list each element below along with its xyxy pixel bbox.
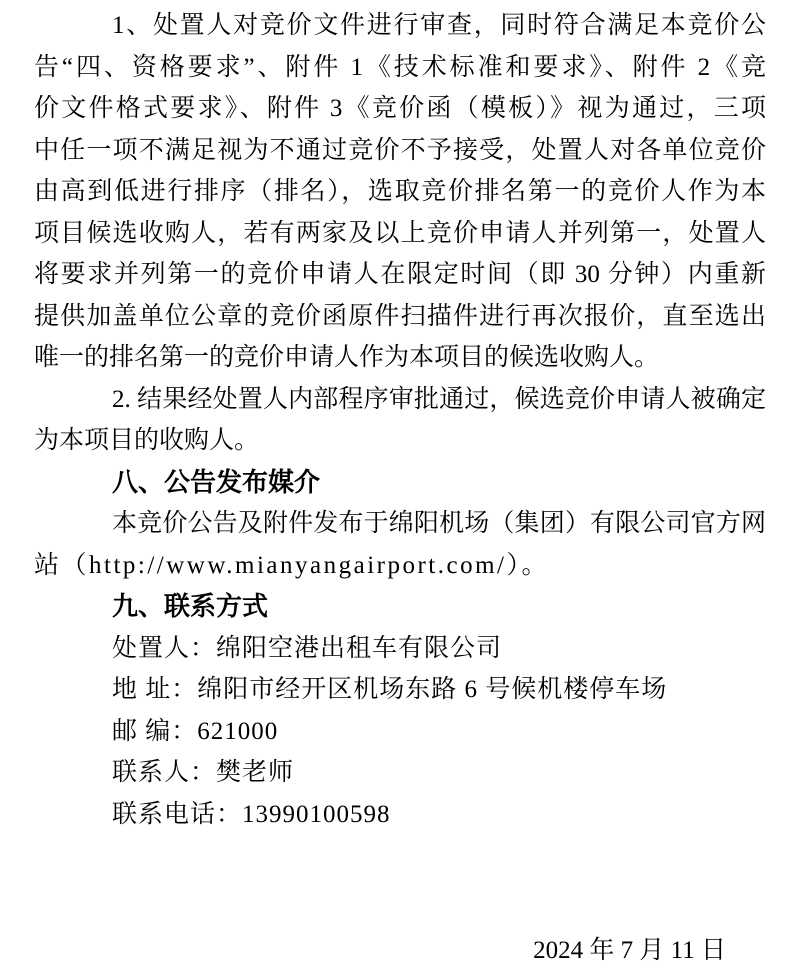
paragraph-approval-result (34, 379, 766, 462)
text-line: 1、处置人对竞价文件进行审查，同时符合满足本竞价公 (112, 12, 766, 39)
contact-line-address: 地 址：绵阳市经开区机场东路 6 号候机楼停车场 (112, 676, 668, 703)
website-url-line: 站（http://www.mianyangairport.com/）。 (34, 551, 549, 579)
contact-line-person: 联系人：樊老师 (112, 759, 295, 786)
text-line: 中任一项不满足视为不通过竞价不予接受，处置人对各单位竞价 (34, 136, 766, 164)
section-heading-announcement-media: 八、公告发布媒介 (112, 466, 321, 497)
text-line: 将要求并列第一的竞价申请人在限定时间（即 30 分钟）内重新 (34, 261, 766, 288)
text-line: 唯一的排名第一的竞价申请人作为本项目的候选收购人。 (34, 344, 660, 371)
text-line: 为本项目的收购人。 (34, 427, 260, 454)
date-line: 2024 年 7 月 11 日 (533, 937, 726, 964)
paragraph-review-process (34, 5, 766, 379)
text-line: 由高到低进行排序（排名），选取竞价排名第一的竞价人作为本 (34, 178, 766, 205)
section-heading-contact-info: 九、联系方式 (112, 591, 269, 621)
text-line: 2. 结果经处置人内部程序审批通过，候选竞价申请人被确定 (112, 385, 766, 413)
text-line: 提供加盖单位公章的竞价函原件扫描件进行再次报价，直至选出 (34, 302, 766, 330)
text-line: 告“四、资格要求”、附件 1《技术标准和要求》、附件 2《竞 (34, 53, 766, 81)
paragraph-announcement-media (34, 503, 766, 586)
spacer (34, 835, 766, 930)
contact-line-disposer: 处置人：绵阳空港出租车有限公司 (112, 634, 503, 662)
contact-line-phone: 联系电话：13990100598 (112, 800, 391, 828)
contact-list (34, 628, 766, 836)
text-line: 本竞价公告及附件发布于绵阳机场（集团）有限公司官方网 (112, 510, 766, 537)
text-line: 价文件格式要求》、附件 3《竞价函（模板）》视为通过，三项 (34, 95, 766, 122)
contact-line-postcode: 邮 编：621000 (112, 717, 279, 745)
text-line: 项目候选收购人，若有两家及以上竞价申请人并列第一，处置人 (34, 219, 766, 247)
